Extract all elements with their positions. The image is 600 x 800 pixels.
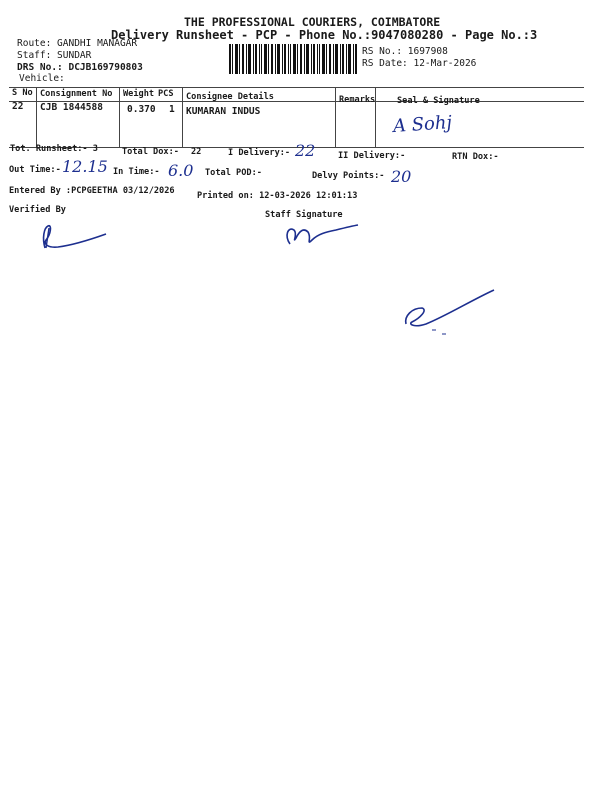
drs-number: DRS No.: DCJB169790803 — [17, 62, 143, 73]
runsheet-title: Delivery Runsheet - PCP - Phone No.:9047080280 - Page No.:3 — [111, 28, 538, 42]
tot-runsheet: Tot. Runsheet:- 3 — [10, 144, 98, 154]
in-time-handwritten: 6.0 — [168, 161, 194, 180]
row-consignee: KUMARAN INDUS — [186, 106, 261, 117]
header-weight: Weight — [123, 89, 155, 99]
row-weight: 0.370 — [127, 104, 156, 115]
barcode — [229, 44, 357, 74]
verified-by-label: Verified By — [9, 205, 66, 215]
company-name: THE PROFESSIONAL COURIERS, COIMBATORE — [184, 15, 441, 29]
entered-by: Entered By :PCPGEETHA 03/12/2026 — [9, 186, 175, 196]
printed-on: Printed on: 12-03-2026 12:01:13 — [197, 191, 358, 201]
delvy-points-label: Delvy Points:- — [312, 171, 385, 181]
in-time-label: In Time:- — [113, 167, 160, 177]
row-handwritten-signature: A Sohj — [392, 111, 453, 138]
row-consignment: CJB 1844588 — [40, 102, 103, 113]
margin-signature — [402, 288, 498, 340]
header-sno: S No — [12, 88, 33, 98]
header-pcs: PCS — [158, 89, 174, 99]
rs-number: RS No.: 1697908 — [362, 46, 448, 57]
header-seal-signature: Seal & Signature — [397, 96, 480, 106]
ii-delivery-label: II Delivery:- — [338, 151, 406, 161]
out-time-label: Out Time:- — [9, 165, 61, 175]
vehicle-label: Vehicle: — [19, 73, 65, 84]
row-sno: 22 — [12, 101, 24, 112]
out-time-handwritten: 12.15 — [62, 157, 108, 176]
staff-label: Staff: SUNDAR — [17, 50, 92, 61]
route-label: Route: GANDHI MANAGAR — [17, 38, 138, 49]
row-pcs: 1 — [169, 104, 175, 115]
total-dox-label: Total Dox:- — [122, 147, 179, 157]
total-dox-value: 22 — [191, 147, 202, 157]
i-delivery-handwritten: 22 — [295, 141, 316, 160]
header-consignment: Consignment No — [40, 89, 113, 99]
rtn-dox-label: RTN Dox:- — [452, 152, 499, 162]
header-consignee: Consignee Details — [186, 92, 274, 102]
staff-signature-label: Staff Signature — [265, 210, 343, 220]
header-remarks: Remarks — [339, 95, 376, 105]
delvy-points-handwritten: 20 — [391, 167, 412, 186]
staff-signature — [282, 220, 362, 250]
i-delivery-label: I Delivery:- — [228, 148, 291, 158]
total-pod-label: Total POD:- — [205, 168, 262, 178]
rs-date: RS Date: 12-Mar-2026 — [362, 58, 477, 69]
verified-by-signature — [36, 222, 108, 254]
